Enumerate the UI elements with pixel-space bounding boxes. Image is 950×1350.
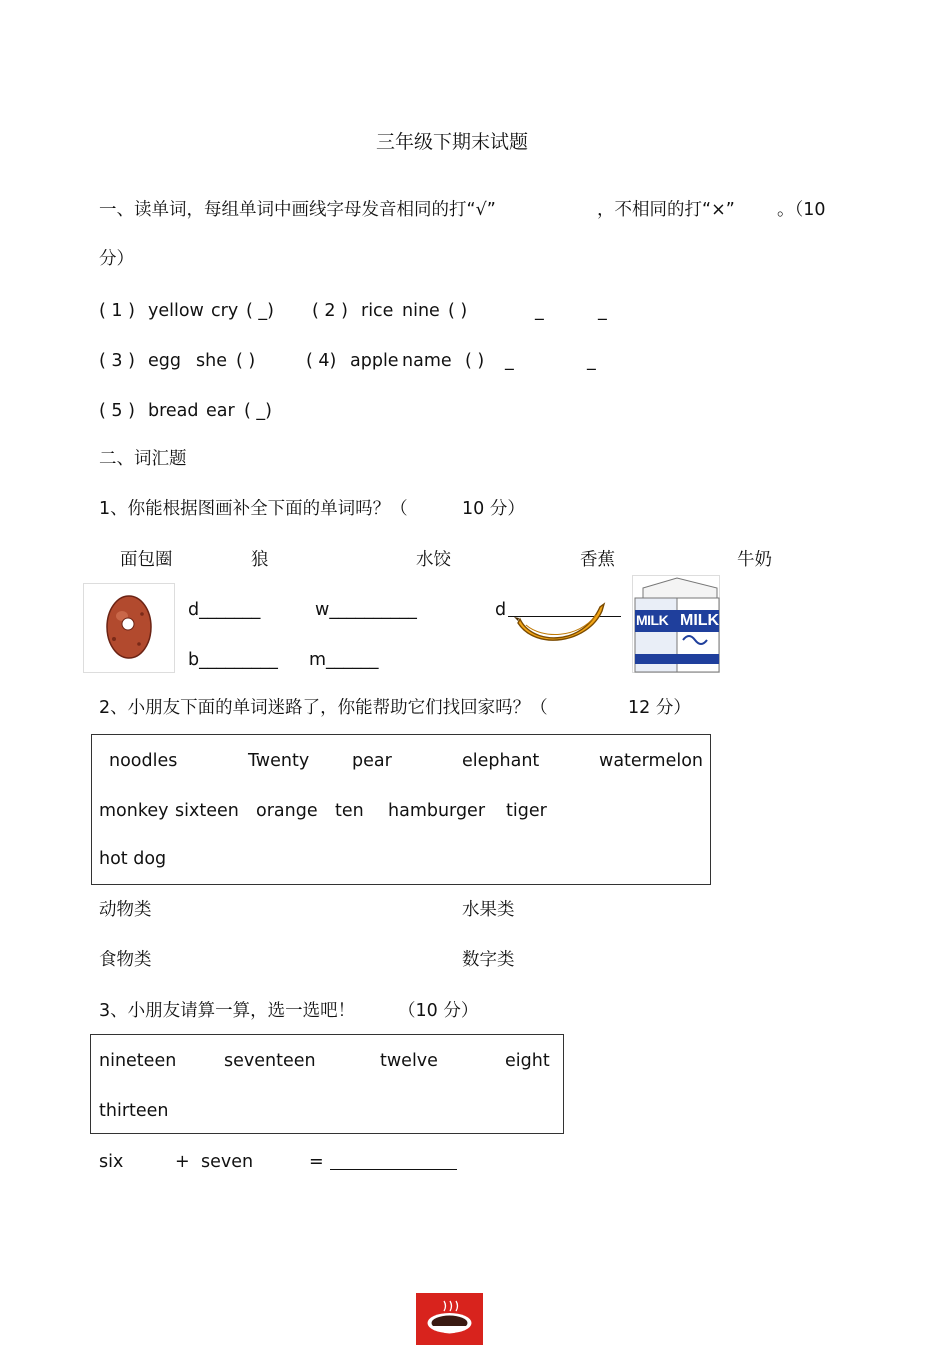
equation-op: + xyxy=(175,1152,190,1172)
q2-word: Twenty xyxy=(248,751,310,771)
label-dumpling: 水饺 xyxy=(416,550,451,570)
q2-word: sixteen xyxy=(175,801,239,821)
label-wolf: 狼 xyxy=(251,550,269,570)
category-fruits: 水果类 xyxy=(462,900,515,920)
q2-word: elephant xyxy=(462,751,540,771)
q3-points: （10 分） xyxy=(398,1001,479,1021)
q2-word: tiger xyxy=(506,801,547,821)
section2-heading: 二、词汇题 xyxy=(99,449,187,469)
label-bagel: 面包圈 xyxy=(120,550,173,570)
blank-wolf[interactable]: w__________ xyxy=(315,600,417,620)
equation-eq: = xyxy=(309,1152,324,1172)
item4-word1: apple xyxy=(350,351,399,371)
item2-number: ( 2 ) xyxy=(312,301,348,321)
bowl-logo-image xyxy=(416,1293,483,1345)
item1-word1: yellow xyxy=(148,301,204,321)
q2-points: 12 分） xyxy=(628,698,691,718)
blank-milk[interactable]: m______ xyxy=(309,650,379,670)
q3-prompt: 3、小朋友请算一算，选一选吧！ xyxy=(99,1001,356,1021)
milk-carton-image xyxy=(632,575,720,673)
q3-word: thirteen xyxy=(99,1101,169,1121)
item5-word2: ear xyxy=(206,401,235,421)
q2-word: noodles xyxy=(109,751,178,771)
item2-mark-1: _ xyxy=(535,301,544,321)
q2-word: ten xyxy=(335,801,364,821)
category-food: 食物类 xyxy=(99,950,152,970)
item4-number: ( 4) xyxy=(306,351,337,371)
donut-image xyxy=(83,583,175,673)
blank-donut[interactable]: d_______ xyxy=(188,600,261,620)
q2-prompt: 2、小朋友下面的单词迷路了，你能帮助它们找回家吗？（ xyxy=(99,698,548,718)
item3-paren: ( ) xyxy=(236,351,256,371)
item4-paren: ( ) xyxy=(465,351,485,371)
q1-prompt: 1、你能根据图画补全下面的单词吗？（ xyxy=(99,499,408,519)
q3-word: seventeen xyxy=(224,1051,316,1071)
item3-number: ( 3 ) xyxy=(99,351,135,371)
item4-word2: name xyxy=(402,351,452,371)
item1-paren: ( _) xyxy=(246,301,274,321)
q2-word: orange xyxy=(256,801,318,821)
item2-word1: rice xyxy=(361,301,394,321)
equation-a: six xyxy=(99,1152,124,1172)
blank-banana[interactable]: b_________ xyxy=(188,650,278,670)
item2-mark-2: _ xyxy=(598,301,607,321)
category-animals: 动物类 xyxy=(99,900,152,920)
milk-label-left: MILK xyxy=(636,612,669,628)
item1-word2: cry xyxy=(211,301,239,321)
equation-b: seven xyxy=(201,1152,254,1172)
q2-word: pear xyxy=(352,751,392,771)
banana-image xyxy=(512,599,607,651)
label-banana: 香蕉 xyxy=(580,550,615,570)
item2-word2: nine xyxy=(402,301,440,321)
q1-points: 10 分） xyxy=(462,499,525,519)
section1-instruction-a: 一、读单词，每组单词中画线字母发音相同的打“√” xyxy=(99,200,496,220)
item4-mark-2: _ xyxy=(587,351,596,371)
section1-instruction-c: 。（10 xyxy=(777,200,826,220)
category-numbers: 数字类 xyxy=(462,950,515,970)
milk-label-right: MILK xyxy=(680,612,720,629)
item2-paren: ( ) xyxy=(448,301,468,321)
item4-mark-1: _ xyxy=(505,351,514,371)
label-milk: 牛奶 xyxy=(737,550,772,570)
section1-instruction-b: ，不相同的打“×” xyxy=(597,200,735,220)
item1-number: ( 1 ) xyxy=(99,301,135,321)
q2-word: monkey xyxy=(99,801,169,821)
item5-word1: bread xyxy=(148,401,199,421)
item5-paren: ( _) xyxy=(244,401,272,421)
equation-answer-blank[interactable] xyxy=(330,1153,457,1170)
item5-number: ( 5 ) xyxy=(99,401,135,421)
item3-word1: egg xyxy=(148,351,181,371)
q2-word: watermelon xyxy=(599,751,704,771)
q3-word: twelve xyxy=(380,1051,438,1071)
q3-word: nineteen xyxy=(99,1051,177,1071)
page-title: 三年级下期末试题 xyxy=(376,131,529,153)
section1-instruction-d: 分） xyxy=(99,249,134,269)
q3-word: eight xyxy=(505,1051,550,1071)
item3-word2: she xyxy=(196,351,227,371)
blank-dumpling[interactable]: d xyxy=(495,600,507,620)
q2-word: hamburger xyxy=(388,801,486,821)
q2-word: hot dog xyxy=(99,849,167,869)
